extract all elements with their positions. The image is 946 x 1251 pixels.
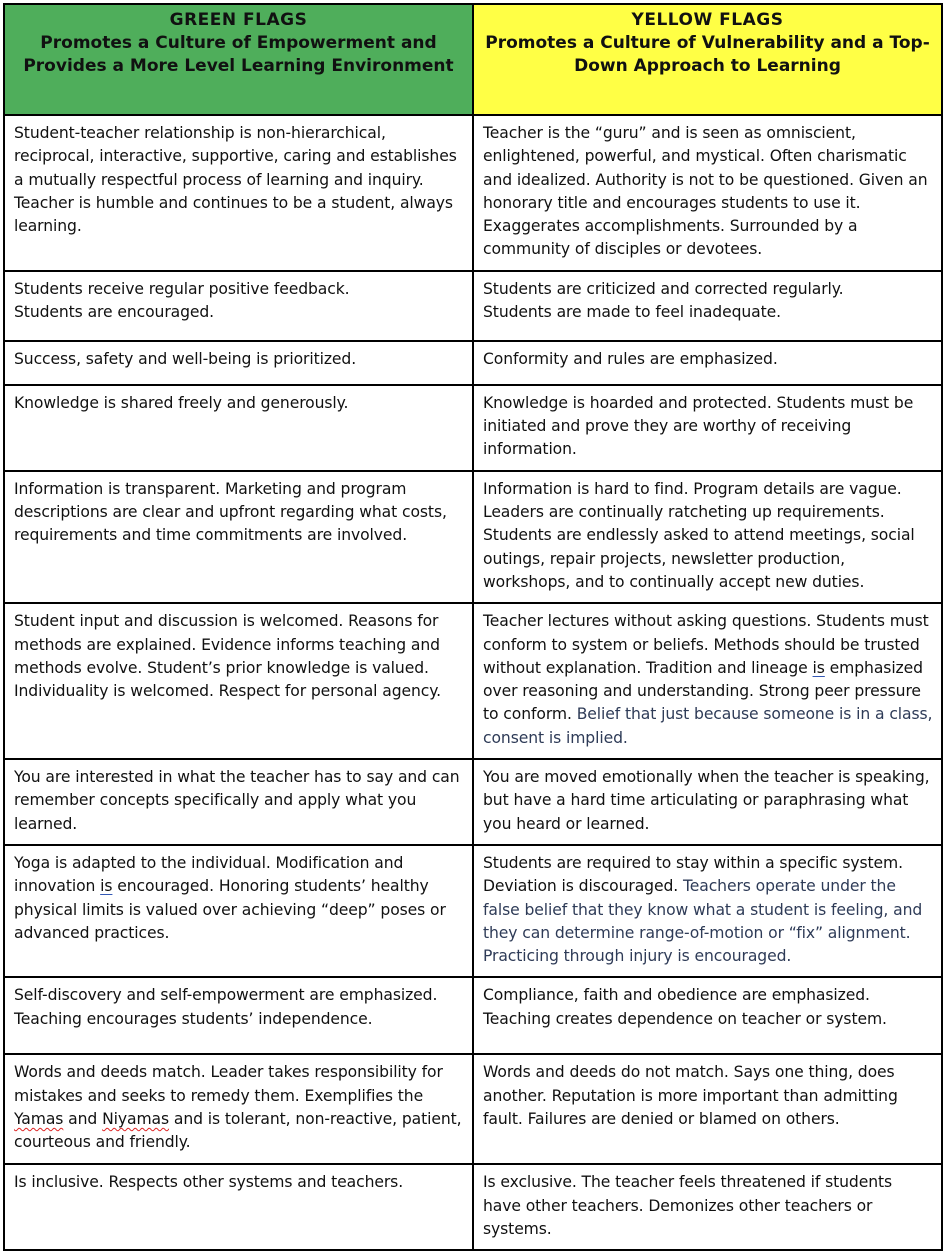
green-flag-cell: Information is transparent. Marketing and program descriptions are clear and upfront regarding what costs, requirements and time commitments are involved. <box>4 471 473 603</box>
table-row <box>4 845 942 977</box>
green-flags-header <box>4 4 473 115</box>
green-flag-cell: Is inclusive. Respects other systems and teachers. <box>4 1164 473 1250</box>
yellow-flag-text-blue: Teachers operate under the false belief that they know what a student is feeling, and they can determine range-of-motion or “fix” alignment. Practicing through injury is encouraged. <box>483 877 923 966</box>
header-row <box>4 4 942 115</box>
yellow-flags-header <box>473 4 942 115</box>
yellow-flag-cell: Is exclusive. The teacher feels threatened if students have other teachers. Demonizes other teachers or systems. <box>473 1164 942 1250</box>
yellow-flag-text: Students are required to stay within a specific system. Deviation is discouraged. <box>483 853 904 896</box>
green-flag-line: Students receive regular positive feedback. <box>14 279 350 298</box>
green-flag-text: Yoga is adapted to the individual. Modification and innovation <box>14 853 404 896</box>
yellow-flag-line: Students are made to feel inadequate. <box>483 303 781 322</box>
green-flags-subtitle: Promotes a Culture of Empowerment and Provides a More Level Learning Environment <box>23 33 454 76</box>
table-row <box>4 341 942 385</box>
green-flag-cell: Student input and discussion is welcomed. Reasons for methods are explained. Evidence informs teaching and methods evolve. Student’s prior knowledge is valued. Individuality is welcomed. Respect for personal agency. <box>4 603 473 759</box>
yellow-flag-text-blue: Belief that just because someone is in a class, consent is implied. <box>483 705 933 747</box>
green-flag-text: encouraged. Honoring students’ healthy physical limits is valued over achieving “deep” poses or advanced practices. <box>14 877 446 942</box>
green-flag-cell <box>4 1054 473 1164</box>
green-flag-cell: Knowledge is shared freely and generously. <box>4 385 473 471</box>
underlined-word: is <box>812 658 825 677</box>
yellow-flags-title: YELLOW FLAGS <box>631 10 784 30</box>
flags-comparison <box>3 3 941 1251</box>
yellow-flag-cell: Conformity and rules are emphasized. <box>473 341 942 385</box>
table-row <box>4 759 942 845</box>
yellow-flag-cell: You are moved emotionally when the teacher is speaking, but have a hard time articulating or paraphrasing what you heard or learned. <box>473 759 942 845</box>
yellow-flag-cell: Knowledge is hoarded and protected. Students must be initiated and prove they are worthy of receiving information. <box>473 385 942 471</box>
green-flag-cell: Success, safety and well-being is prioritized. <box>4 341 473 385</box>
table-row <box>4 115 942 271</box>
green-flag-cell <box>4 845 473 977</box>
green-flags-title: GREEN FLAGS <box>169 10 308 30</box>
table-row <box>4 977 942 1054</box>
yellow-flag-line: Students are criticized and corrected regularly. <box>483 279 844 298</box>
green-flag-cell: Self-discovery and self-empowerment are emphasized. Teaching encourages students’ independence. <box>4 977 473 1054</box>
green-flag-text: and is tolerant, non-reactive, patient, courteous and friendly. <box>14 1110 462 1152</box>
misspell-underlined-word: Yamas <box>14 1110 64 1129</box>
table-row <box>4 271 942 341</box>
yellow-flag-cell: Information is hard to find. Program details are vague. Leaders are continually ratcheting up requirements. Students are endlessly asked to attend meetings, social outings, repair projects, newsletter production, workshops, and to continually accept new duties. <box>473 471 942 603</box>
misspell-underlined-word: Niyamas <box>102 1110 170 1129</box>
yellow-flag-cell: Teacher is the “guru” and is seen as omniscient, enlightened, powerful, and mystical. Often charismatic and idealized. Authority is not to be questioned. Given an honorary title and encourages students to use it. Exaggerates accomplishments. Surrounded by a community of disciples or devotees. <box>473 115 942 271</box>
underlined-word: is <box>100 877 113 896</box>
table-row <box>4 603 942 759</box>
yellow-flags-subtitle: Promotes a Culture of Vulnerability and a Top-Down Approach to Learning <box>485 33 930 76</box>
yellow-flag-cell <box>473 845 942 977</box>
green-flag-cell: You are interested in what the teacher has to say and can remember concepts specifically and apply what you learned. <box>4 759 473 845</box>
yellow-flag-cell: Compliance, faith and obedience are emphasized. Teaching creates dependence on teacher or system. <box>473 977 942 1054</box>
green-flag-text: Words and deeds match. Leader takes responsibility for mistakes and seeks to remedy them. Exemplifies the <box>14 1063 443 1105</box>
yellow-flag-cell: Words and deeds do not match. Says one thing, does another. Reputation is more important than admitting fault. Failures are denied or blamed on others. <box>473 1054 942 1164</box>
yellow-flag-cell <box>473 603 942 759</box>
green-flag-cell: Student-teacher relationship is non-hierarchical, reciprocal, interactive, supportive, caring and establishes a mutually respectful process of learning and inquiry. Teacher is humble and continues to be a student, always learning. <box>4 115 473 271</box>
flags-table <box>3 3 943 1251</box>
yellow-flag-text: Teacher lectures without asking questions. Students must conform to system or beliefs. Methods should be trusted without explanation. Tradition and lineage <box>483 612 929 677</box>
table-row <box>4 1054 942 1164</box>
green-flag-cell <box>4 271 473 341</box>
table-row <box>4 1164 942 1250</box>
green-flag-text: and <box>63 1110 103 1129</box>
yellow-flag-cell <box>473 271 942 341</box>
green-flag-line: Students are encouraged. <box>14 303 215 322</box>
yellow-flag-text: emphasized over reasoning and understanding. Strong peer pressure to conform. <box>483 658 923 724</box>
table-row <box>4 385 942 471</box>
table-row <box>4 471 942 603</box>
